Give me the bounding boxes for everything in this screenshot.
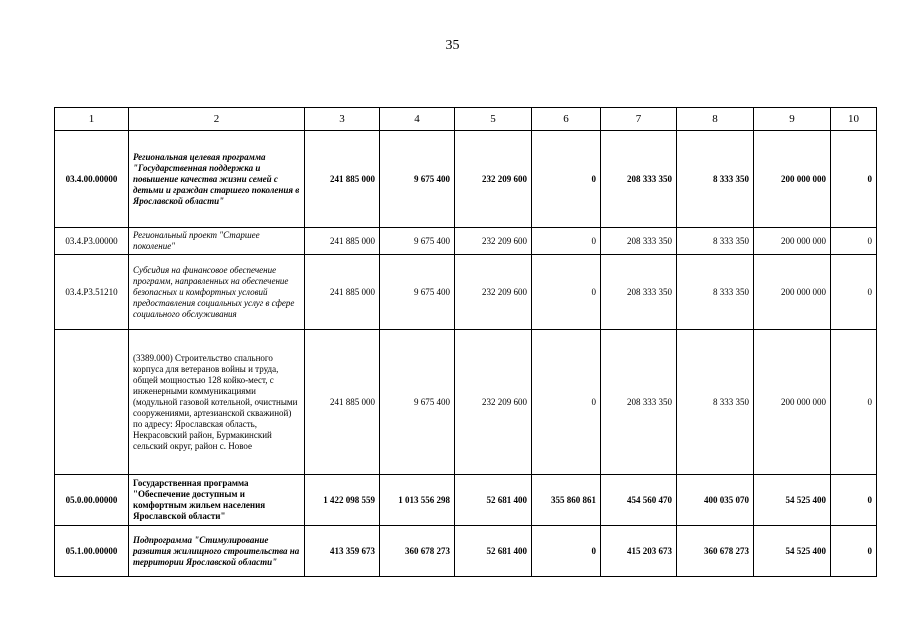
- value-cell: 208 333 350: [601, 228, 677, 255]
- item-name: Государственная программа "Обеспечение доступным и комфортным жильем населения Ярославской области": [129, 475, 305, 526]
- header-row: [55, 108, 877, 131]
- value-cell: 400 035 070: [677, 475, 754, 526]
- value-cell: 0: [831, 475, 877, 526]
- value-cell: 8 333 350: [677, 228, 754, 255]
- value-cell: 0: [831, 228, 877, 255]
- value-cell: 0: [532, 228, 601, 255]
- column-header: 9: [754, 108, 831, 131]
- column-header: 2: [129, 108, 305, 131]
- value-cell: 0: [831, 131, 877, 228]
- column-header: 10: [831, 108, 877, 131]
- value-cell: 0: [532, 131, 601, 228]
- table-row: [55, 526, 877, 577]
- value-cell: 9 675 400: [380, 330, 455, 475]
- value-cell: 9 675 400: [380, 255, 455, 330]
- item-name: Субсидия на финансовое обеспечение программ, направленных на обеспечение безопасных и комфортных условий предоставления социальных услуг в сфере социального обслуживания: [129, 255, 305, 330]
- column-header: 3: [305, 108, 380, 131]
- budget-code: 03.4.00.00000: [55, 131, 129, 228]
- item-name: (3389.000) Строительство спального корпуса для ветеранов войны и труда, общей мощностью 128 койко-мест, с инженерными коммуникациями (модульной газовой котельной, очистными сооружениями, артезианской скважиной) по адресу: Ярославская область, Некрасовский район, Бурмакинский сельский округ, район с. Новое: [129, 330, 305, 475]
- value-cell: 0: [532, 526, 601, 577]
- table-row: [55, 255, 877, 330]
- value-cell: 9 675 400: [380, 228, 455, 255]
- value-cell: 54 525 400: [754, 475, 831, 526]
- value-cell: 241 885 000: [305, 131, 380, 228]
- value-cell: 360 678 273: [677, 526, 754, 577]
- budget-code: [55, 330, 129, 475]
- value-cell: 0: [532, 255, 601, 330]
- value-cell: 454 560 470: [601, 475, 677, 526]
- value-cell: 1 013 556 298: [380, 475, 455, 526]
- value-cell: 52 681 400: [455, 526, 532, 577]
- value-cell: 415 203 673: [601, 526, 677, 577]
- value-cell: 0: [532, 330, 601, 475]
- value-cell: 9 675 400: [380, 131, 455, 228]
- budget-code: 05.1.00.00000: [55, 526, 129, 577]
- value-cell: 208 333 350: [601, 255, 677, 330]
- value-cell: 200 000 000: [754, 228, 831, 255]
- value-cell: 8 333 350: [677, 131, 754, 228]
- value-cell: 1 422 098 559: [305, 475, 380, 526]
- budget-code: 05.0.00.00000: [55, 475, 129, 526]
- value-cell: 200 000 000: [754, 255, 831, 330]
- value-cell: 360 678 273: [380, 526, 455, 577]
- value-cell: 52 681 400: [455, 475, 532, 526]
- value-cell: 200 000 000: [754, 330, 831, 475]
- item-name: Подпрограмма "Стимулирование развития жилищного строительства на территории Ярославской области": [129, 526, 305, 577]
- item-name: Региональная целевая программа "Государственная поддержка и повышение качества жизни семей с детьми и граждан старшего поколения в Ярославской области": [129, 131, 305, 228]
- value-cell: 232 209 600: [455, 330, 532, 475]
- value-cell: 241 885 000: [305, 228, 380, 255]
- value-cell: 232 209 600: [455, 228, 532, 255]
- column-header: 6: [532, 108, 601, 131]
- budget-code: 03.4.Р3.00000: [55, 228, 129, 255]
- table-row: [55, 330, 877, 475]
- page-number: 35: [445, 38, 460, 53]
- value-cell: 0: [831, 255, 877, 330]
- value-cell: 0: [831, 526, 877, 577]
- table-row: [55, 228, 877, 255]
- value-cell: 208 333 350: [601, 330, 677, 475]
- value-cell: 232 209 600: [455, 255, 532, 330]
- value-cell: 232 209 600: [455, 131, 532, 228]
- value-cell: 200 000 000: [754, 131, 831, 228]
- column-header: 8: [677, 108, 754, 131]
- column-header: 4: [380, 108, 455, 131]
- value-cell: 413 359 673: [305, 526, 380, 577]
- column-header: 5: [455, 108, 532, 131]
- column-header: 7: [601, 108, 677, 131]
- value-cell: 241 885 000: [305, 330, 380, 475]
- value-cell: 241 885 000: [305, 255, 380, 330]
- column-header: 1: [55, 108, 129, 131]
- value-cell: 8 333 350: [677, 330, 754, 475]
- budget-code: 03.4.Р3.51210: [55, 255, 129, 330]
- budget-table: [54, 107, 877, 577]
- table-row: [55, 475, 877, 526]
- item-name: Региональный проект "Старшее поколение": [129, 228, 305, 255]
- value-cell: 0: [831, 330, 877, 475]
- value-cell: 8 333 350: [677, 255, 754, 330]
- value-cell: 54 525 400: [754, 526, 831, 577]
- value-cell: 208 333 350: [601, 131, 677, 228]
- value-cell: 355 860 861: [532, 475, 601, 526]
- table-row: [55, 131, 877, 228]
